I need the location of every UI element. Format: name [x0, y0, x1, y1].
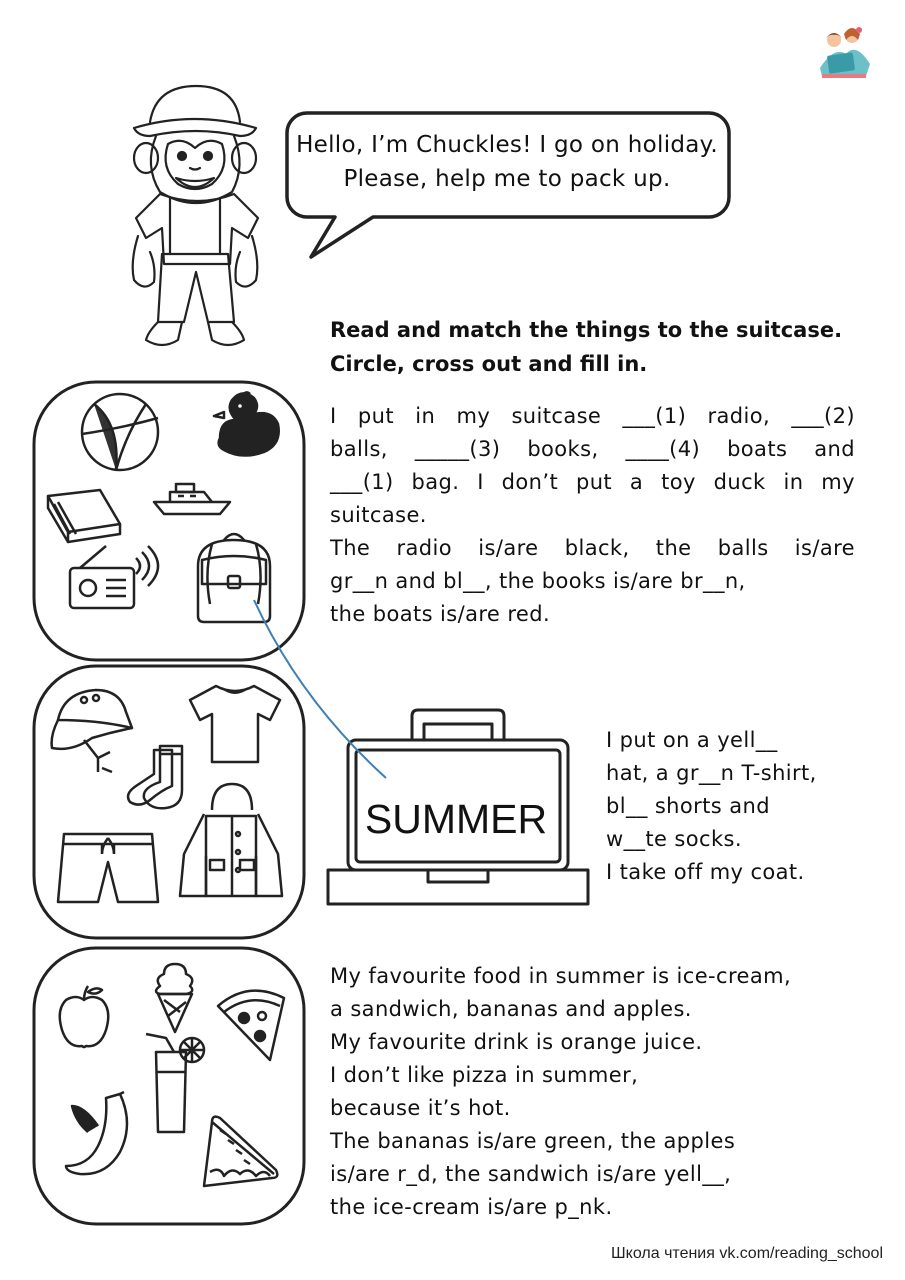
exercise-1-line: gr__n and bl__, the books is/are br__n, [330, 569, 746, 593]
exercise-1-line: The radio is/are black, the balls is/are [330, 536, 855, 560]
speech-line-2: Please, help me to pack up. [343, 166, 671, 192]
exercise-2-line: I put on a yell__ [606, 728, 778, 752]
exercise-2-line: bl__ shorts and [606, 794, 770, 818]
exercise-2-line: w__te socks. [606, 827, 742, 851]
suitcase-label: SUMMER [364, 796, 548, 842]
exercise-3-line: the ice-cream is/are p_nk. [330, 1195, 613, 1219]
exercise-1-line: ___(1) bag. I don’t put a toy duck in my [330, 470, 855, 494]
exercise-1-line: I put in my suitcase ___(1) radio, ___(2) [330, 404, 855, 428]
speech-line-1: Hello, I’m Chuckles! I go on holiday. [296, 132, 718, 158]
exercise-1-line: balls, _____(3) books, ____(4) boats and [330, 437, 855, 461]
exercise-3-line: My favourite drink is orange juice. [330, 1030, 703, 1054]
instruction-line-1: Read and match the things to the suitcase. [330, 318, 843, 342]
exercise-2-text [606, 724, 896, 889]
exercise-3-text [330, 960, 890, 1224]
exercise-1-line: suitcase. [330, 503, 427, 527]
exercise-1-line: the boats is/are red. [330, 602, 551, 626]
exercise-3-line: is/are r_d, the sandwich is/are yell__, [330, 1162, 732, 1186]
exercise-2-line: hat, a gr__n T-shirt, [606, 761, 817, 785]
exercise-3-line: The bananas is/are green, the apples [330, 1129, 736, 1153]
footer-credit: Школа чтения vk.com/reading_school [611, 1245, 883, 1262]
exercise-3-line: because it’s hot. [330, 1096, 511, 1120]
instruction-line-2: Circle, cross out and fill in. [330, 352, 648, 376]
exercise-2-line: I take off my coat. [606, 860, 805, 884]
exercise-3-line: I don’t like pizza in summer, [330, 1063, 639, 1087]
exercise-3-line: a sandwich, bananas and apples. [330, 997, 692, 1021]
exercise-3-line: My favourite food in summer is ice-cream, [330, 964, 792, 988]
